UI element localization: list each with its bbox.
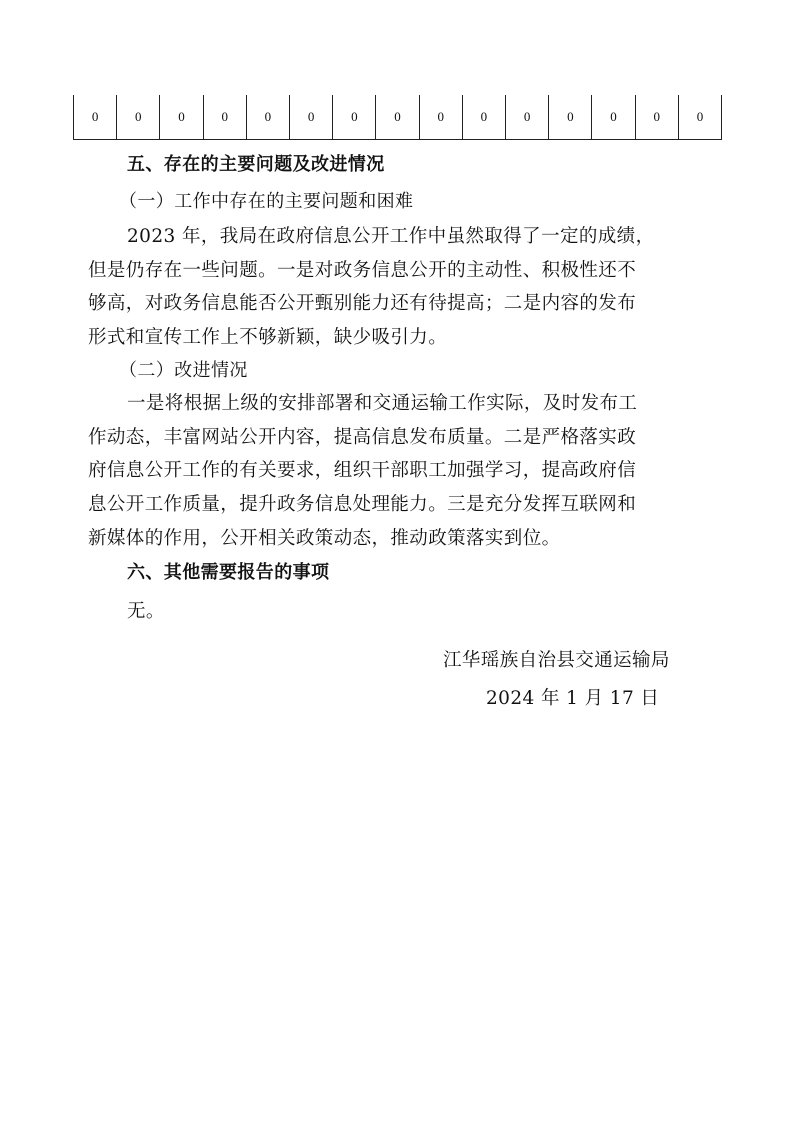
section-5-sub1-heading: （一）工作中存在的主要问题和困难 xyxy=(119,191,414,212)
signature-org: 江华瑶族自治县交通运输局 xyxy=(443,650,670,671)
paragraph-line: 但是仍存在一些问题。一是对政务信息公开的主动性、积极性还不 xyxy=(88,260,637,281)
table-cell: 0 xyxy=(506,95,549,139)
table-cell: 0 xyxy=(463,95,506,139)
table-cell: 0 xyxy=(636,95,679,139)
table-cell: 0 xyxy=(592,95,635,139)
table-cell: 0 xyxy=(420,95,463,139)
section-6-body: 无。 xyxy=(127,601,165,622)
paragraph-line: 一是将根据上级的安排部署和交通运输工作实际，及时发布工 xyxy=(127,393,638,414)
table-cell: 0 xyxy=(247,95,290,139)
table-cell: 0 xyxy=(204,95,247,139)
paragraph-line: 作动态，丰富网站公开内容，提高信息发布质量。二是严格落实政 xyxy=(88,427,637,448)
section-6-heading: 六、其他需要报告的事项 xyxy=(127,562,330,583)
table-cell: 0 xyxy=(549,95,592,139)
table-cell: 0 xyxy=(117,95,160,139)
table-cell: 0 xyxy=(333,95,376,139)
table-cell: 0 xyxy=(696,109,704,124)
section-5-sub2-heading: （二）改进情况 xyxy=(119,360,248,381)
paragraph-line: 息公开工作质量，提升政务信息处理能力。三是充分发挥互联网和 xyxy=(88,494,637,515)
table-cell: 0 xyxy=(160,95,203,139)
paragraph-line: 形式和宣传工作上不够新颖，缺少吸引力。 xyxy=(88,327,448,348)
table-cell: 0 xyxy=(74,95,117,139)
paragraph-line: 新媒体的作用，公开相关政策动态，推动政策落实到位。 xyxy=(88,528,561,549)
section-5-heading: 五、存在的主要问题及改进情况 xyxy=(127,154,385,175)
signature-date: 2024 年 1 月 17 日 xyxy=(486,688,660,709)
data-table-row xyxy=(73,95,722,140)
table-cell: 0 xyxy=(376,95,419,139)
table-cell: 0 xyxy=(290,95,333,139)
paragraph-line: 2023 年，我局在政府信息公开工作中虽然取得了一定的成绩， xyxy=(127,226,655,247)
paragraph-line: 府信息公开工作的有关要求，组织干部职工加强学习，提高政府信 xyxy=(88,460,637,481)
paragraph-line: 够高，对政务信息能否公开甄别能力还有待提高；二是内容的发布 xyxy=(88,293,637,314)
